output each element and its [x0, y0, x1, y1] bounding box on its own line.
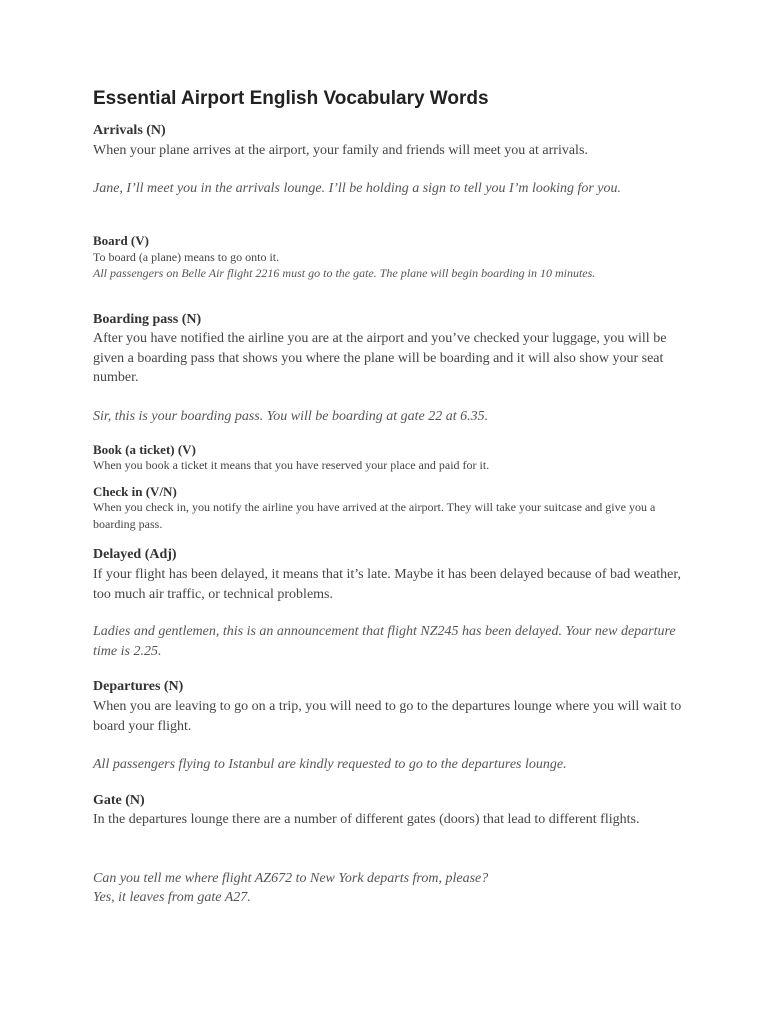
- term-heading-gate: Gate (N): [93, 793, 145, 808]
- term-heading-book-ticket: Book (a ticket) (V): [93, 442, 196, 457]
- term-example-gate-question: Can you tell me where flight AZ672 to New York departs from, please?: [93, 871, 489, 886]
- term-heading-check-in: Check in (V/N): [93, 484, 177, 499]
- term-example-boarding-pass: Sir, this is your boarding pass. You will be boarding at gate 22 at 6.35.: [93, 409, 489, 424]
- term-heading-delayed: Delayed (Adj): [93, 547, 177, 562]
- term-definition-board: To board (a plane) means to go onto it.: [93, 250, 280, 264]
- term-definition-book-ticket: When you book a ticket it means that you have reserved your place and paid for it.: [93, 458, 490, 472]
- term-definition-departures: When you are leaving to go on a trip, you will need to go to the departures lounge where you will wait to board your flight.: [93, 699, 682, 734]
- term-heading-board: Board (V): [93, 233, 149, 248]
- term-example-board: All passengers on Belle Air flight 2216 must go to the gate. The plane will begin boarding in 10 minutes.: [93, 266, 596, 280]
- term-example-delayed: Ladies and gentlemen, this is an announcement that flight NZ245 has been delayed. Your new departure time is 2.25.: [93, 624, 676, 659]
- term-heading-arrivals: Arrivals (N): [93, 123, 166, 138]
- term-definition-check-in: When you check in, you notify the airline you have arrived at the airport. They will take your suitcase and give you a boarding pass.: [93, 500, 656, 531]
- term-definition-gate: In the departures lounge there are a number of different gates (doors) that lead to different flights.: [93, 812, 640, 827]
- term-definition-delayed: If your flight has been delayed, it means that it’s late. Maybe it has been delayed because of bad weather, too much air traffic, or technical problems.: [93, 567, 681, 602]
- term-heading-boarding-pass: Boarding pass (N): [93, 312, 202, 327]
- page-title: Essential Airport English Vocabulary Words: [93, 88, 489, 109]
- term-example-departures: All passengers flying to Istanbul are kindly requested to go to the departures lounge.: [93, 757, 567, 772]
- term-example-arrivals: Jane, I’ll meet you in the arrivals lounge. I’ll be holding a sign to tell you I’m looking for you.: [93, 181, 622, 196]
- term-example-gate-answer: Yes, it leaves from gate A27.: [93, 890, 251, 905]
- term-heading-departures: Departures (N): [93, 679, 184, 694]
- term-definition-arrivals: When your plane arrives at the airport, your family and friends will meet you at arrivals.: [93, 143, 588, 158]
- term-definition-boarding-pass: After you have notified the airline you are at the airport and you’ve checked your luggage, you will be given a boarding pass that shows you where the plane will be boarding and it will also show your seat number.: [93, 331, 667, 385]
